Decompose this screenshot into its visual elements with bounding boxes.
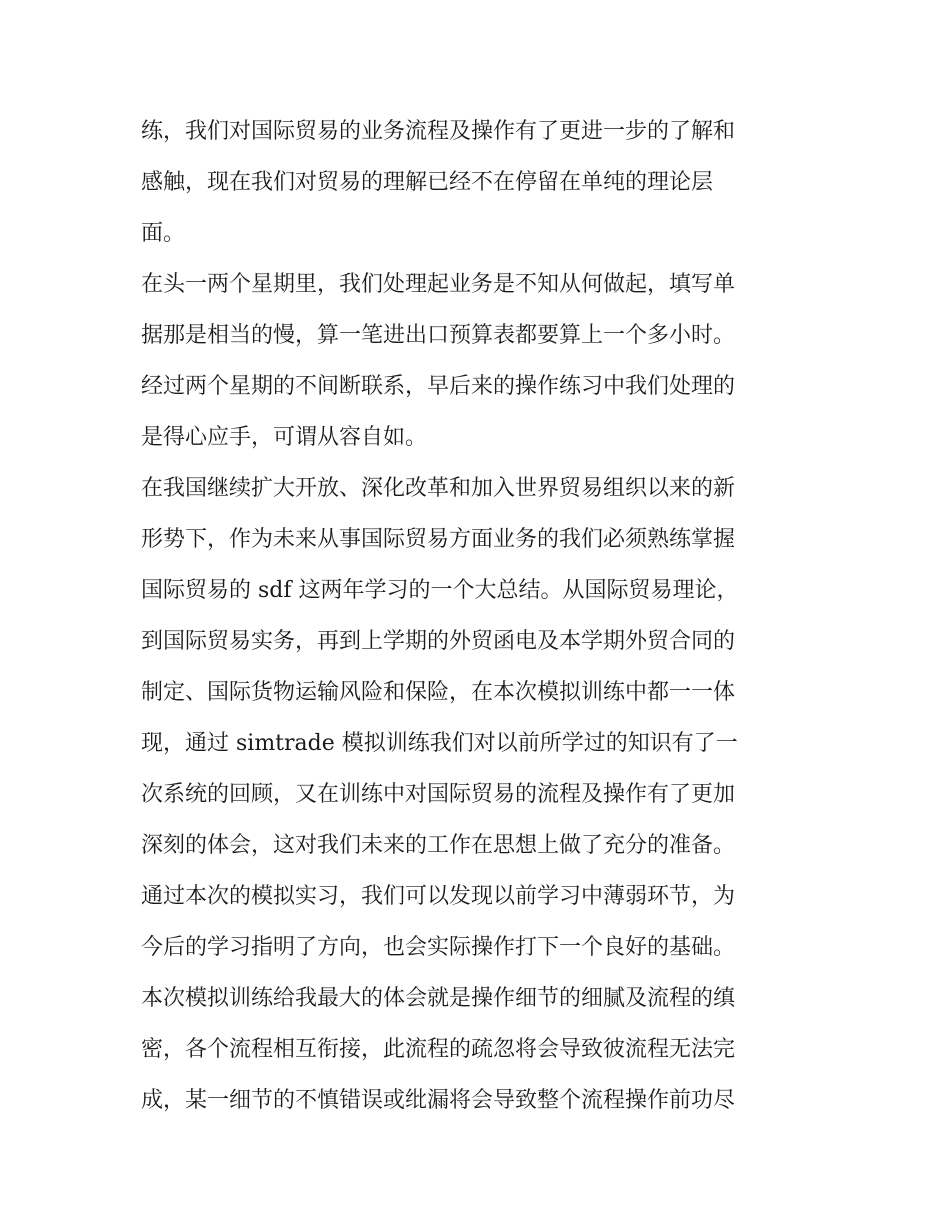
text-line: 现，通过 simtrade 模拟训练我们对以前所学过的知识有了一 bbox=[141, 731, 738, 756]
text-line: 到国际贸易实务，再到上学期的外贸函电及本学期外贸合同的 bbox=[141, 629, 736, 654]
text-line: 次系统的回顾，又在训练中对国际贸易的流程及操作有了更加 bbox=[141, 782, 736, 807]
text-line: 制定、国际货物运输风险和保险，在本次模拟训练中都一一体 bbox=[141, 680, 736, 705]
text-line: 在头一两个星期里，我们处理起业务是不知从何做起，填写单 bbox=[141, 272, 736, 297]
text-line: 今后的学习指明了方向，也会实际操作打下一个良好的基础。 bbox=[141, 935, 736, 960]
text-line: 深刻的体会，这对我们未来的工作在思想上做了充分的准备。 bbox=[141, 833, 736, 858]
text-line: 形势下，作为未来从事国际贸易方面业务的我们必须熟练掌握 bbox=[141, 527, 736, 552]
document-body bbox=[141, 106, 821, 1126]
text-line: 据那是相当的慢，算一笔进出口预算表都要算上一个多小时。 bbox=[141, 323, 736, 348]
text-line: 在我国继续扩大开放、深化改革和加入世界贸易组织以来的新 bbox=[141, 476, 736, 501]
text-line: 通过本次的模拟实习，我们可以发现以前学习中薄弱环节，为 bbox=[141, 884, 736, 909]
text-line: 国际贸易的 sdf 这两年学习的一个大总结。从国际贸易理论， bbox=[141, 578, 739, 603]
text-line: 密，各个流程相互衔接，此流程的疏忽将会导致彼流程无法完 bbox=[141, 1037, 736, 1062]
text-line: 练，我们对国际贸易的业务流程及操作有了更进一步的了解和 bbox=[141, 119, 736, 144]
text-line: 感触，现在我们对贸易的理解已经不在停留在单纯的理论层 bbox=[141, 170, 714, 195]
text-line: 面。 bbox=[141, 221, 186, 246]
text-line: 成，某一细节的不慎错误或纰漏将会导致整个流程操作前功尽 bbox=[141, 1088, 736, 1113]
text-line: 是得心应手，可谓从容自如。 bbox=[141, 425, 428, 450]
text-line: 本次模拟训练给我最大的体会就是操作细节的细腻及流程的缜 bbox=[141, 986, 736, 1011]
text-line: 经过两个星期的不间断联系，早后来的操作练习中我们处理的 bbox=[141, 374, 736, 399]
